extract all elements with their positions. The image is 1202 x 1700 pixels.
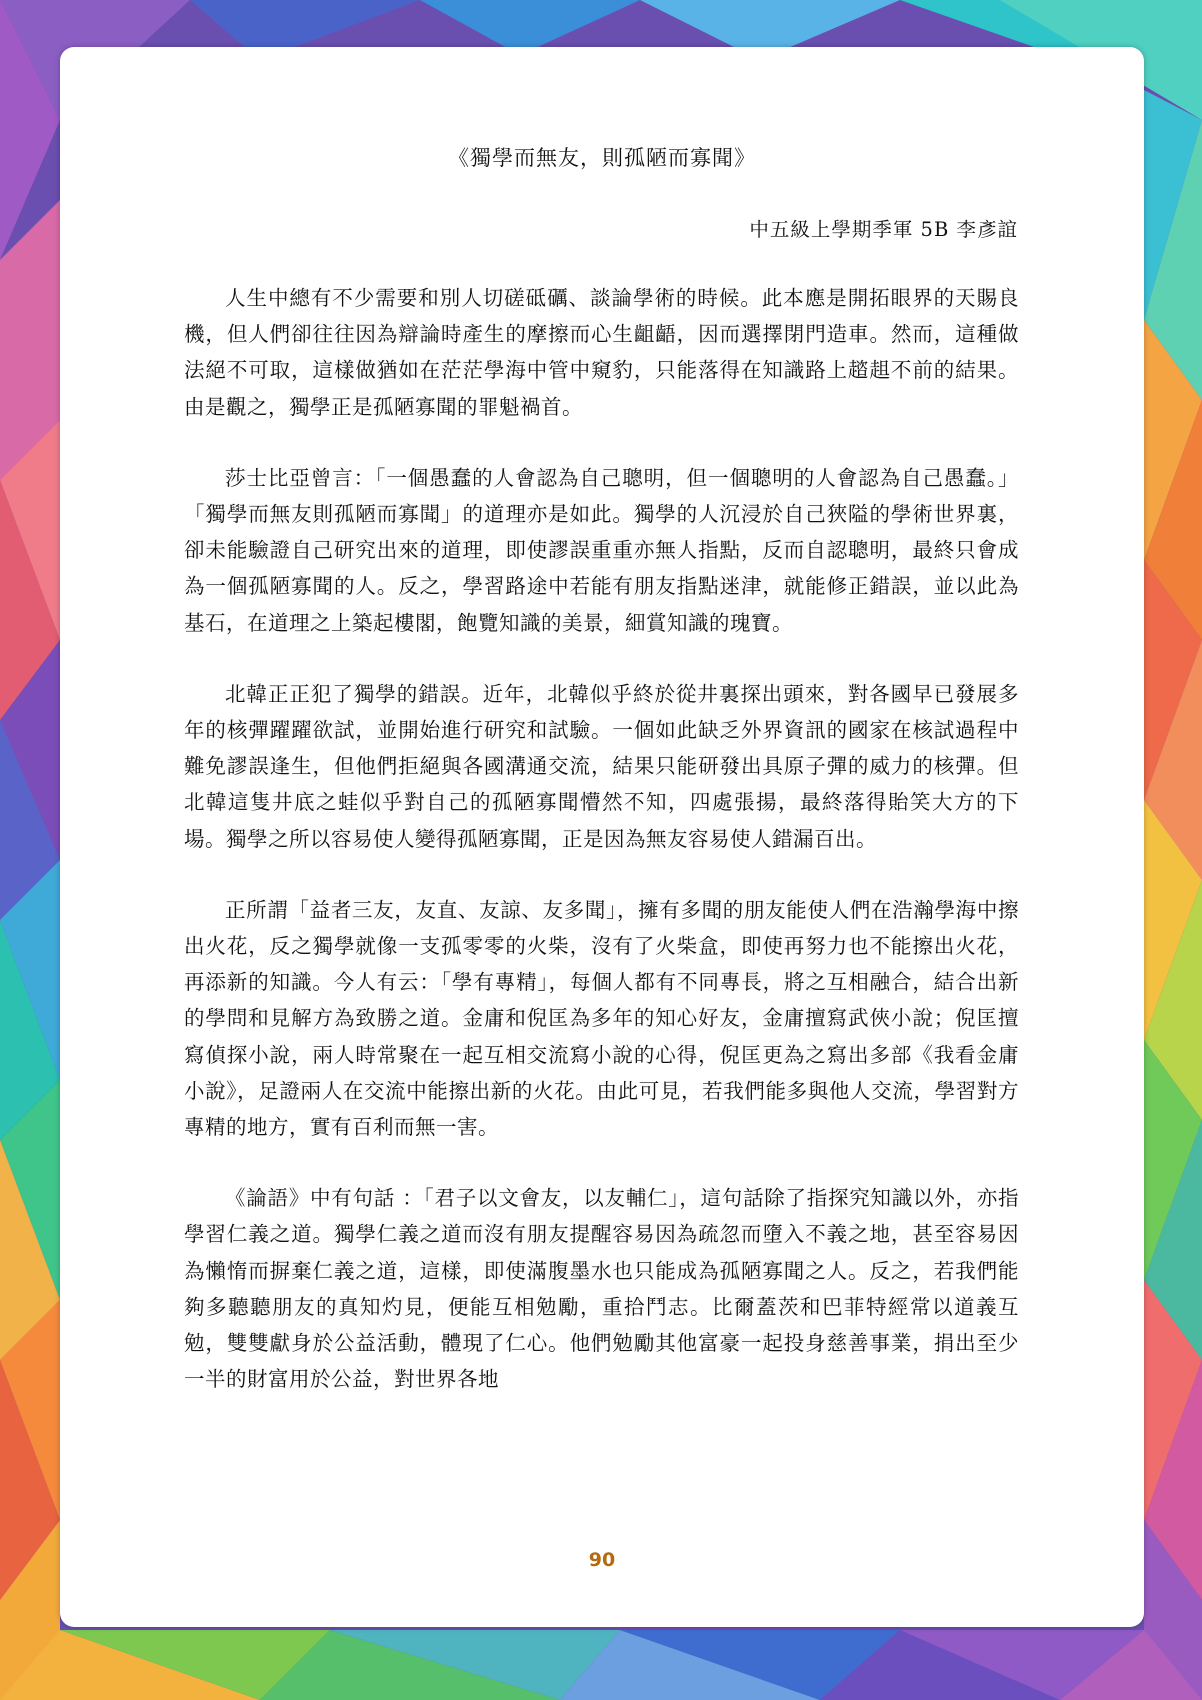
paragraph-1: 人生中總有不少需要和別人切磋砥礪、談論學術的時候。此本應是開拓眼界的天賜良機，但人們卻往往因為辯論時產生的摩擦而心生齟齬，因而選擇閉門造車。然而，這種做法絕不可取，這樣做猶如在茫茫學海中管中窺豹，只能落得在知識路上趦趄不前的結果。由是觀之，獨學正是孤陋寡聞的罪魁禍首。 [184, 286, 1019, 419]
paragraph-2: 莎士比亞曾言：「一個愚蠢的人會認為自己聰明，但一個聰明的人會認為自己愚蠢。」「獨學而無友則孤陋而寡聞」的道理亦是如此。獨學的人沉浸於自己狹隘的學術世界裏，卻未能驗證自己研究出來的道理，即使謬誤重重亦無人指點，反而自認聰明，最終只會成為一個孤陋寡聞的人。反之，學習路途中若能有朋友指點迷津，就能修正錯誤，並以此為基石，在道理之上築起樓閣，飽覽知識的美景，細賞知識的瑰寶。 [184, 465, 1019, 635]
document-page [60, 47, 1144, 1627]
author-byline: 中五級上學期季軍 5B 李彥誼 [749, 218, 1018, 241]
page-number: 90 [588, 1549, 616, 1571]
paragraph-3: 北韓正正犯了獨學的錯誤。近年，北韓似乎終於從井裏探出頭來，對各國早已發展多年的核彈躍躍欲試，並開始進行研究和試驗。一個如此缺乏外界資訊的國家在核試過程中難免謬誤逢生，但他們拒絕與各國溝通交流，結果只能研發出具原子彈的威力的核彈。但北韓這隻井底之蛙似乎對自己的孤陋寡聞懵然不知，四處張揚，最終落得貽笑大方的下場。獨學之所以容易使人變得孤陋寡聞，正是因為無友容易使人錯漏百出。 [184, 681, 1019, 851]
essay-body [184, 280, 1019, 1432]
paragraph-4: 正所謂「益者三友，友直、友諒、友多聞」，擁有多聞的朋友能使人們在浩瀚學海中擦出火花，反之獨學就像一支孤零零的火柴，沒有了火柴盒，即使再努力也不能擦出火花，再添新的知識。今人有云：「學有專精」，每個人都有不同專長，將之互相融合，結合出新的學問和見解方為致勝之道。金庸和倪匡為多年的知心好友，金庸擅寫武俠小說；倪匡擅寫偵探小說，兩人時常聚在一起互相交流寫小說的心得，倪匡更為之寫出多部《我看金庸小說》，足證兩人在交流中能擦出新的火花。由此可見，若我們能多與他人交流，學習對方專精的地方，實有百利而無一害。 [184, 897, 1019, 1140]
essay-title: 《獨學而無友，則孤陋而寡聞》 [448, 146, 756, 170]
paragraph-5: 《論語》中有句話 ：「君子以文會友，以友輔仁」，這句話除了指探究知識以外，亦指學習仁義之道。獨學仁義之道而沒有朋友提醒容易因為疏忽而墮入不義之地，甚至容易因為懶惰而摒棄仁義之道，這樣，即使滿腹墨水也只能成為孤陋寡聞之人。反之，若我們能夠多聽聽朋友的真知灼見，便能互相勉勵，重拾鬥志。比爾蓋茨和巴菲特經常以道義互勉，雙雙獻身於公益活動，體現了仁心。他們勉勵其他富豪一起投身慈善事業，捐出至少一半的財富用於公益，對世界各地 [184, 1186, 1019, 1392]
